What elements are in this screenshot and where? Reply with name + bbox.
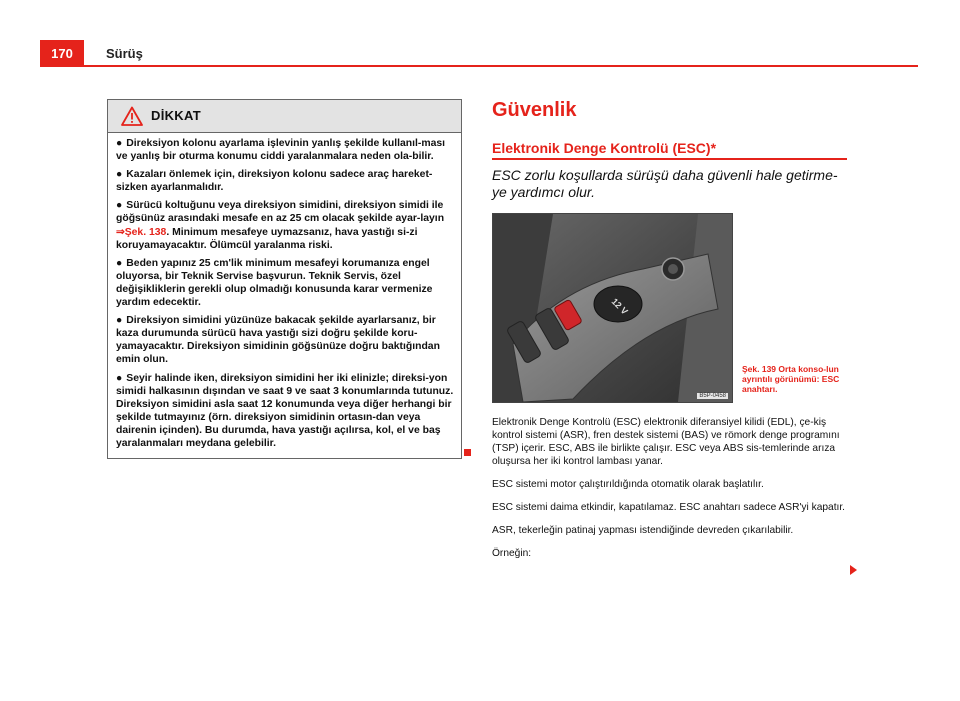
paragraph: ESC sistemi motor çalıştırıldığında otomatik olarak başlatılır. xyxy=(492,479,764,490)
power-socket-cap xyxy=(594,286,642,322)
page-header xyxy=(40,40,918,67)
warning-list xyxy=(108,133,461,450)
esc-switch-figure xyxy=(492,213,733,403)
warning-box xyxy=(107,99,462,459)
page-section-title: Sürüş xyxy=(106,46,143,61)
paragraph: ASR, tekerleğin patinaj yapması istendiğinde devreden çıkarılabilir. xyxy=(492,525,794,536)
warning-triangle-icon xyxy=(121,106,143,126)
paragraph: Elektronik Denge Kontrolü (ESC) elektronik diferansiyel kilidi (EDL), çe-kiş kontrol sistemi (ASR), fren destek sistemi (BAS) ve römork denge programını (TSP) içerir. ESC, ABS ile birlikte çalışır. ESC veya ABS sis-temlerinde arıza oluşursa her iki kontrol lambası yanar. xyxy=(492,417,840,467)
section-intro: ESC zorlu koşullarda sürüşü daha güvenli hale getirme-ye yardımcı olur. xyxy=(492,167,838,200)
figure-code: B5P-0458 xyxy=(699,393,726,399)
warning-item: ● Seyir halinde iken, direksiyon simidini her iki elinizle; direksi-yon simidi halkasının dışından ve saat 9 ve saat 3 konumlarında tutunuz. Direksiyon simidini asla saat 12 konumunda veya diğer herhangi bir şekilde tutmayınız (örn. direksiyon simidinin ortasın-dan veya dairenin içinden). Bu durumda, hava yastığı açılırsa, kol, el ve baş yaralanmaları meydana gelebilir. xyxy=(116,372,454,449)
figure-reference-link[interactable]: ⇒Şek. 138 xyxy=(116,226,167,238)
bullet-icon: ● xyxy=(116,200,123,212)
warning-item: ● Direksiyon simidini yüzünüze bakacak şekilde ayarlarsanız, bir kaza durumunda sürücü hava yastığı sizi doğru şekilde koru-yamayacaktır. Direksiyon simidinin göğsünüze doğru baktığından emin olun. xyxy=(116,315,440,366)
page-number: 170 xyxy=(40,40,84,67)
warning-title: DİKKAT xyxy=(151,108,201,123)
header-rule xyxy=(40,65,918,67)
paragraph: Örneğin: xyxy=(492,548,532,559)
bullet-icon: ● xyxy=(116,169,123,181)
paragraph: ESC sistemi daima etkindir, kapatılamaz. ESC anahtarı sadece ASR'yi kapatır. xyxy=(492,502,846,513)
bullet-icon: ● xyxy=(116,315,123,327)
warning-item: ● Sürücü koltuğunu veya direksiyon simidini, direksiyon simidi ile göğsünüz arasındaki mesafe en az 25 cm olacak şekilde ayar-layın ⇒Şek. 138. Minimum mesafeye uymazsanız, hava yastığı si-zi koruyamayacaktır. Ölümcül yaralanma riski. xyxy=(116,200,445,251)
mirror-adjust-knob xyxy=(662,258,684,280)
bullet-icon: ● xyxy=(116,257,123,269)
continue-arrow-icon xyxy=(850,565,857,575)
bullet-icon: ● xyxy=(116,372,123,384)
warning-item: ● Kazaları önlemek için, direksiyon kolonu sadece araç hareket-sizken ayarlanmalıdır. xyxy=(116,169,433,194)
warning-header xyxy=(108,100,461,133)
body-text xyxy=(492,416,854,570)
section-title: Güvenlik xyxy=(492,99,577,121)
warning-item: ● Beden yapınız 25 cm'lik minimum mesafeyi korumanıza engel oluyorsa, bir Teknik Servise başvurun. Teknik Servis, özel değişikliklerin gerekli olup olmadığı konusunda karar vermenize yardım edecektir. xyxy=(116,257,433,309)
svg-text:12 V: 12 V xyxy=(609,296,630,317)
warning-item: ● Direksiyon kolonu ayarlama işlevinin yanlış şekilde kullanıl-ması ve yanlış bir oturma konumu ciddi yaralanmalara neden ola-bilir. xyxy=(116,138,446,163)
figure-caption: Şek. 139 Orta konso-lun ayrıntılı görünümü: ESC anahtarı. xyxy=(742,364,840,394)
console-illustration xyxy=(493,214,732,402)
subtitle-rule xyxy=(492,158,847,160)
section-end-marker xyxy=(464,449,471,456)
section-subtitle: Elektronik Denge Kontrolü (ESC)* xyxy=(492,140,717,156)
bullet-icon: ● xyxy=(116,138,123,149)
